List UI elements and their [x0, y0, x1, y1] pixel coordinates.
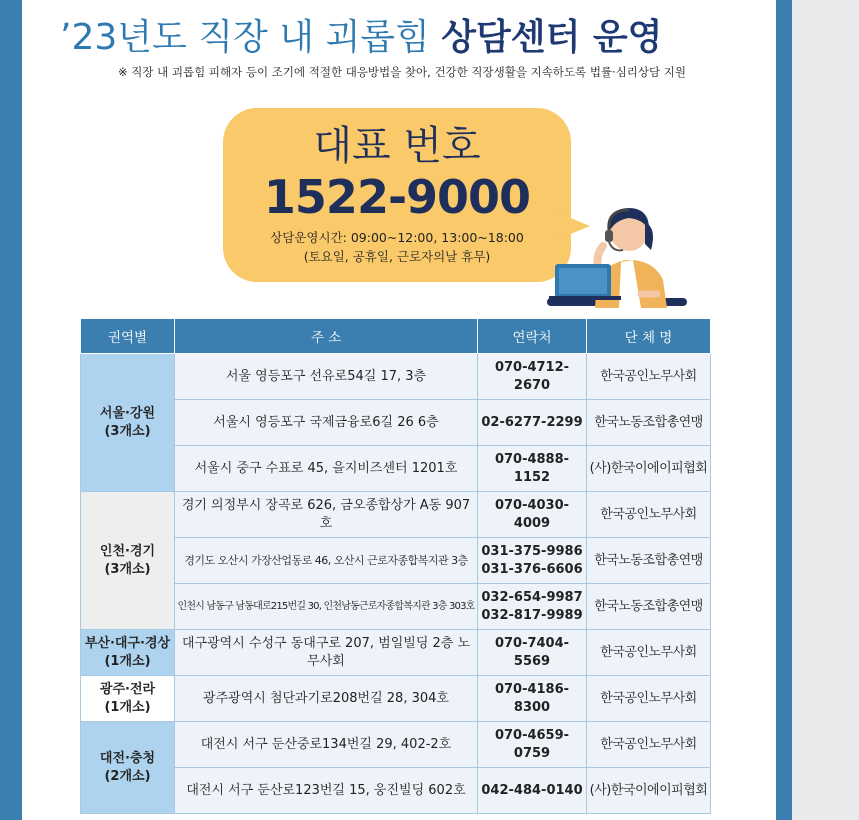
- table-row: [81, 446, 711, 492]
- organization-cell: 한국노동조합총연맹: [587, 584, 711, 630]
- address-cell: 인천시 남동구 남동대로215번길 30, 인천남동근로자종합복지관 3층 303호: [175, 584, 478, 630]
- table-header-row: [81, 319, 711, 354]
- phone-cell: 02-6277-2299: [478, 400, 587, 446]
- phone-cell: 070-4186-8300: [478, 676, 587, 722]
- table-row: [81, 768, 711, 814]
- organization-cell: 한국공인노무사회: [587, 354, 711, 400]
- region-cell: 서울·강원 (3개소): [81, 354, 175, 492]
- organization-cell: 한국노동조합총연맹: [587, 538, 711, 584]
- phone-cell: 070-4030-4009: [478, 492, 587, 538]
- holiday-note: (토요일, 공휴일, 근로자의날 휴무): [303, 249, 491, 264]
- call-center-agent-illustration: [545, 198, 690, 310]
- callout-hours: [223, 228, 571, 266]
- page-subtitle: ※ 직장 내 괴롭힘 피해자 등이 조기에 적절한 대응방법을 찾아, 건강한 직장생활을 지속하도록 법률·심리상담 지원: [117, 65, 687, 79]
- region-cell: 광주·전라 (1개소): [81, 676, 175, 722]
- representative-number-callout: [223, 108, 571, 282]
- address-cell: 경기 의정부시 장곡로 626, 금오종합상가 A동 907호: [175, 492, 478, 538]
- operating-hours: 상담운영시간: 09:00~12:00, 13:00~18:00: [270, 230, 524, 245]
- header-contact: 연락처: [478, 319, 587, 354]
- table-row: [81, 354, 711, 400]
- organization-cell: 한국공인노무사회: [587, 676, 711, 722]
- table-row: [81, 630, 711, 676]
- counseling-center-table: [80, 318, 711, 814]
- region-cell: 부산·대구·경상 (1개소): [81, 630, 175, 676]
- table-row: [81, 400, 711, 446]
- table-row: [81, 492, 711, 538]
- left-blue-border: [0, 0, 22, 820]
- organization-cell: 한국공인노무사회: [587, 492, 711, 538]
- table-row: [81, 722, 711, 768]
- header-region: 권역별: [81, 319, 175, 354]
- phone-cell: 070-4888-1152: [478, 446, 587, 492]
- organization-cell: (사)한국이에이피협회: [587, 768, 711, 814]
- phone-cell: 042-484-0140: [478, 768, 587, 814]
- address-cell: 대구광역시 수성구 동대구로 207, 범일빌딩 2층 노무사회: [175, 630, 478, 676]
- table-row: [81, 538, 711, 584]
- address-cell: 대전시 서구 둔산중로134번길 29, 402-2호: [175, 722, 478, 768]
- title-bold: 상담센터 운영: [441, 17, 663, 58]
- table-row: [81, 584, 711, 630]
- address-cell: 서울 영등포구 선유로54길 17, 3층: [175, 354, 478, 400]
- address-cell: 광주광역시 첨단과기로208번길 28, 304호: [175, 676, 478, 722]
- organization-cell: 한국공인노무사회: [587, 630, 711, 676]
- callout-heading: 대표 번호: [313, 123, 481, 169]
- address-cell: 서울시 중구 수표로 45, 을지비즈센터 1201호: [175, 446, 478, 492]
- phone-cell: 070-7404-5569: [478, 630, 587, 676]
- header-address: 주 소: [175, 319, 478, 354]
- phone-cell: 032-654-9987 032-817-9989: [478, 584, 587, 630]
- organization-cell: (사)한국이에이피협회: [587, 446, 711, 492]
- phone-cell: 031-375-9986 031-376-6606: [478, 538, 587, 584]
- region-cell: 인천·경기 (3개소): [81, 492, 175, 630]
- organization-cell: 한국공인노무사회: [587, 722, 711, 768]
- title-year: ’23년도 직장 내 괴롭힘: [60, 17, 430, 58]
- header-organization: 단 체 명: [587, 319, 711, 354]
- right-blue-border: [776, 0, 792, 820]
- address-cell: 대전시 서구 둔산로123번길 15, 웅진빌딩 602호: [175, 768, 478, 814]
- phone-cell: 070-4712-2670: [478, 354, 587, 400]
- address-cell: 경기도 오산시 가장산업동로 46, 오산시 근로자종합복지관 3층: [175, 538, 478, 584]
- page-title: [60, 14, 740, 62]
- region-cell: 대전·충청 (2개소): [81, 722, 175, 814]
- representative-phone-number: 1522-9000: [263, 170, 531, 224]
- phone-cell: 070-4659-0759: [478, 722, 587, 768]
- table-row: [81, 676, 711, 722]
- address-cell: 서울시 영등포구 국제금융로6길 26 6층: [175, 400, 478, 446]
- organization-cell: 한국노동조합총연맹: [587, 400, 711, 446]
